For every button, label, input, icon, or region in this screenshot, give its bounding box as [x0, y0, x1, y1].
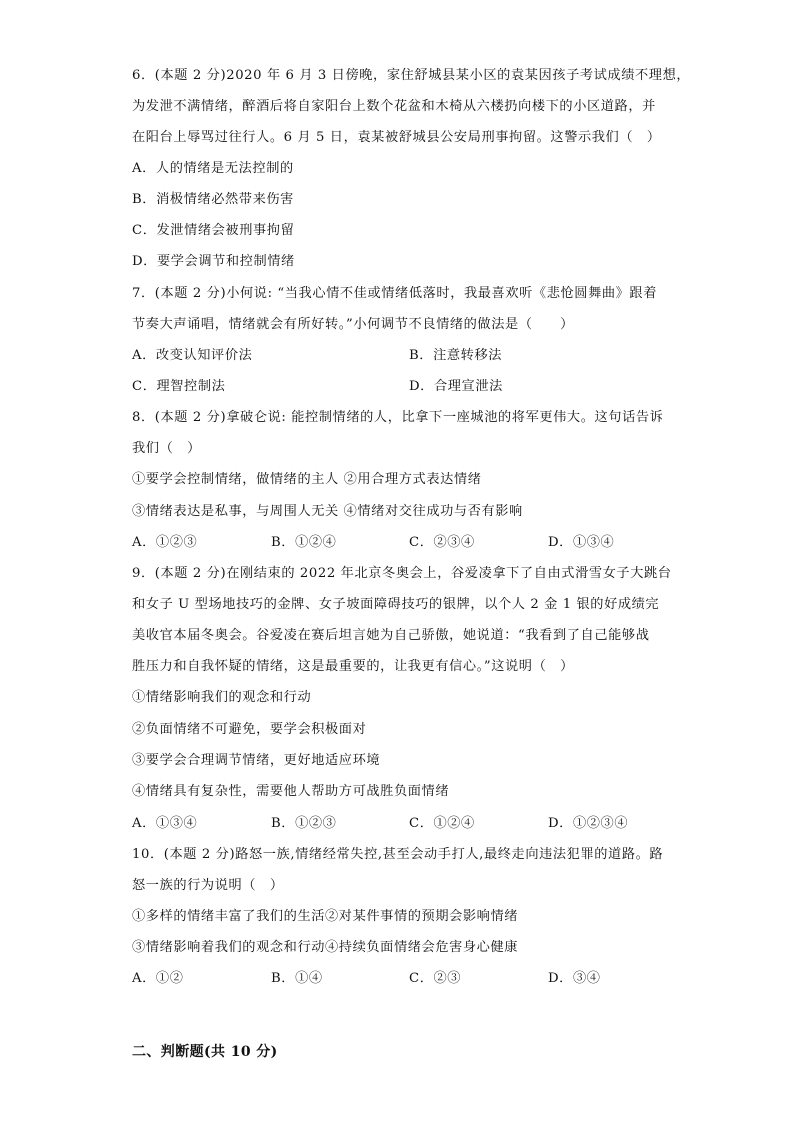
q9-option-c: C．①②④: [409, 816, 475, 831]
q9-statement-2: ②负面情绪不可避免，要学会积极面对: [132, 722, 367, 737]
q6-option-c: C．发泄情绪会被刑事拘留: [132, 223, 295, 238]
q9-statement-1: ①情绪影响我们的观念和行动: [132, 690, 312, 705]
q9-option-a: A．①③④: [132, 816, 198, 831]
q10-stem-line-1: 10．(本题 2 分)路怒一族,情绪经常失控,甚至会动手打人,最终走向违法犯罪的道路。路: [132, 847, 664, 862]
q7-option-a: A．改变认知评价法: [132, 348, 253, 363]
q8-option-b: B．①②④: [271, 535, 337, 550]
q10-option-a: A．①②: [132, 971, 184, 986]
q8-stem-line-2: 我们（ ）: [132, 441, 201, 456]
q7-option-c: C．理智控制法: [132, 379, 226, 394]
q9-statement-4: ④情绪具有复杂性，需要他人帮助方可战胜负面情绪: [132, 784, 450, 799]
q7-stem-line-1: 7．(本题 2 分)小何说: “当我心情不佳或情绪低落时，我最喜欢听《悲怆圆舞曲》跟着: [132, 286, 658, 301]
q6-stem-line-3: 在阳台上辱骂过往行人。6 月 5 日，袁某被舒城县公安局刑事拘留。这警示我们（ ）: [132, 130, 661, 145]
q9-option-d: D．①②③④: [548, 816, 629, 831]
q7-stem-line-2: 节奏大声诵唱，情绪就会有所好转。”小何调节不良情绪的做法是（ ）: [132, 317, 574, 332]
q10-option-d: D．③④: [548, 971, 601, 986]
q6-option-a: A．人的情绪是无法控制的: [132, 161, 294, 176]
q7-option-d: D．合理宣泄法: [409, 379, 503, 394]
q6-stem-line-2: 为发泄不满情绪，醉酒后将自家阳台上数个花盆和木椅从六楼扔向楼下的小区道路，并: [132, 99, 656, 114]
section-title-judgment: 二、判断题(共 10 分): [132, 1044, 278, 1060]
q9-stem-line-3: 美收官本届冬奥会。谷爱凌在赛后坦言她为自己骄傲，她说道：“我看到了自己能够战: [132, 628, 650, 643]
q8-stem-line-1: 8．(本题 2 分)拿破仑说: 能控制情绪的人，比拿下一座城池的将军更伟大。这句话告诉: [132, 410, 664, 425]
q9-statement-3: ③要学会合理调节情绪，更好地适应环境: [132, 753, 381, 768]
q6-stem-line-1: 6．(本题 2 分)2020 年 6 月 3 日傍晚，家住舒城县某小区的袁某因孩子考试成绩不理想，: [132, 68, 691, 83]
q8-option-d: D．①③④: [548, 535, 615, 550]
q10-option-b: B．①④: [271, 971, 323, 986]
q9-stem-line-4: 胜压力和自我怀疑的情绪，这是最重要的，让我更有信心。”这说明（ ）: [132, 659, 574, 674]
q10-option-c: C．②③: [409, 971, 462, 986]
q9-stem-line-2: 和女子 U 型场地技巧的金牌、女子坡面障碍技巧的银牌，以个人 2 金 1 银的好成绩完: [132, 597, 660, 612]
q8-option-c: C．②③④: [409, 535, 475, 550]
q10-statement-1: ①多样的情绪丰富了我们的生活②对某件事情的预期会影响情绪: [132, 909, 519, 924]
q6-option-d: D．要学会调节和控制情绪: [132, 254, 295, 269]
q10-stem-line-2: 怒一族的行为说明（ ）: [132, 878, 284, 893]
q9-stem-line-1: 9．(本题 2 分)在刚结束的 2022 年北京冬奥会上，谷爱凌拿下了自由式滑雪女子大跳台: [132, 566, 672, 581]
q8-statement-2: ③情绪表达是私事，与周围人无关 ④情绪对交往成功与否有影响: [132, 504, 523, 519]
q6-option-b: B．消极情绪必然带来伤害: [132, 192, 294, 207]
q7-option-b: B．注意转移法: [409, 348, 503, 363]
q8-statement-1: ①要学会控制情绪，做情绪的主人 ②用合理方式表达情绪: [132, 472, 482, 487]
q9-option-b: B．①②③: [271, 816, 337, 831]
q10-statement-2: ③情绪影响着我们的观念和行动④持续负面情绪会危害身心健康: [132, 940, 519, 955]
q8-option-a: A．①②③: [132, 535, 198, 550]
